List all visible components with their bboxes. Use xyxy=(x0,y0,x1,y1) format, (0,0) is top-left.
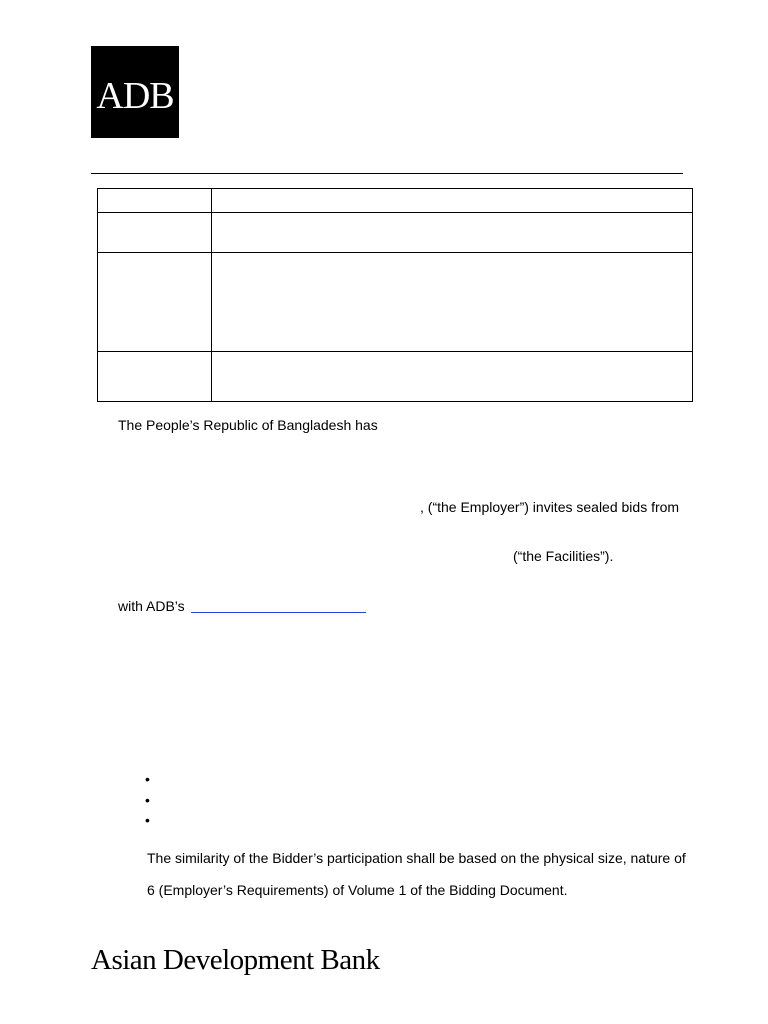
adb-logo-text: ADB xyxy=(96,75,174,117)
body-line-republic: The People’s Republic of Bangladesh has xyxy=(118,417,378,433)
list-item: • xyxy=(145,792,150,808)
table-row xyxy=(98,189,693,213)
table-cell-value xyxy=(212,352,693,402)
table-cell-label xyxy=(98,352,212,402)
table-cell-value xyxy=(212,213,693,253)
table-row xyxy=(98,253,693,352)
body-para-requirements: 6 (Employer’s Requirements) of Volume 1 of the Bidding Document. xyxy=(147,882,568,898)
body-line-facilities: (“the Facilities”). xyxy=(513,548,614,564)
policy-link[interactable] xyxy=(191,612,366,613)
info-table xyxy=(97,188,693,402)
table-cell-value xyxy=(212,189,693,213)
table-cell-label xyxy=(98,213,212,253)
body-para-similarity: The similarity of the Bidder’s participation shall be based on the physical size, nature of xyxy=(147,850,686,866)
list-item: • xyxy=(145,771,150,787)
body-line-employer: , (“the Employer”) invites sealed bids from xyxy=(420,499,680,515)
table-cell-label xyxy=(98,189,212,213)
table-row xyxy=(98,352,693,402)
adb-logo xyxy=(91,46,179,138)
table-row xyxy=(98,213,693,253)
list-item: • xyxy=(145,812,150,828)
table-cell-label xyxy=(98,253,212,352)
footer-brand: Asian Development Bank xyxy=(91,944,380,976)
table-cell-value xyxy=(212,253,693,352)
body-line-adb-policy: with ADB’s xyxy=(118,598,185,614)
header-divider xyxy=(91,173,683,174)
